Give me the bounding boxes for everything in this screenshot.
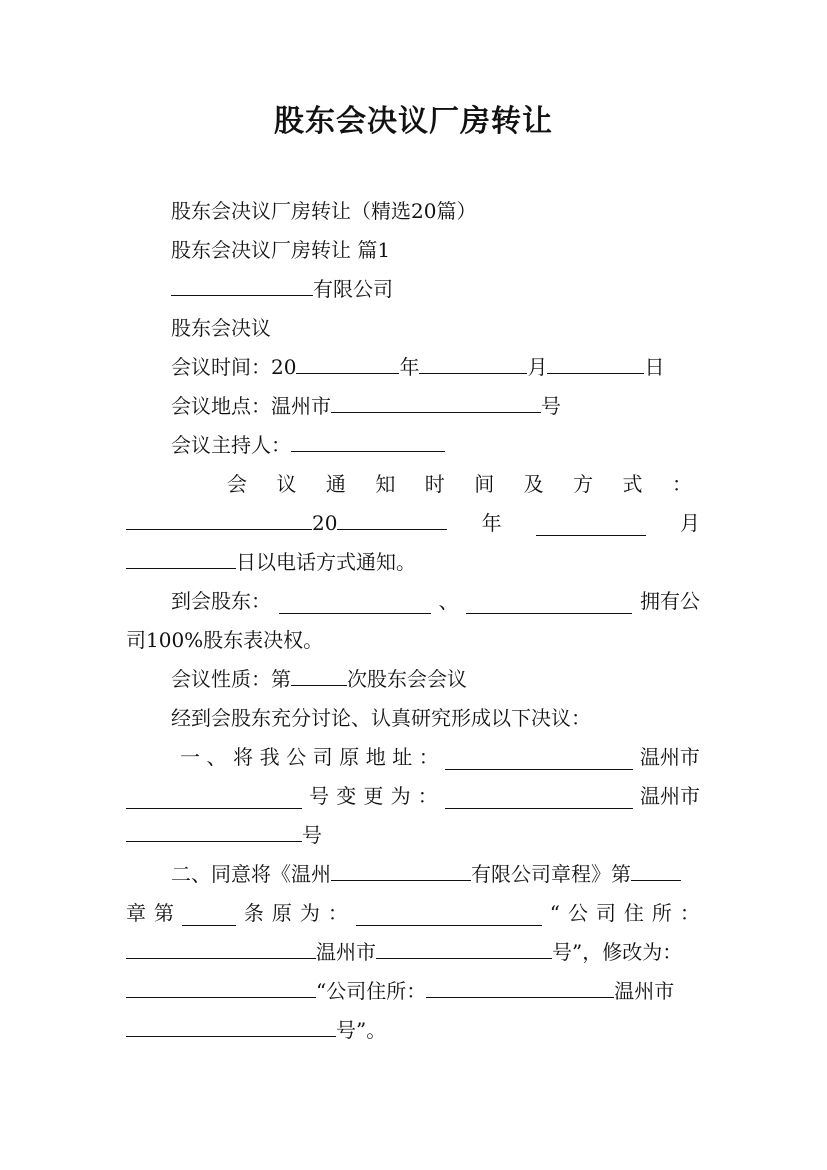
- resolution-2-line-2: [126, 900, 700, 926]
- original-address-blank: [445, 750, 633, 770]
- notice-month-blank: [536, 516, 646, 536]
- original-clause-blank: [356, 906, 542, 926]
- article-blank: [182, 906, 236, 926]
- clause-original-blank-a: [126, 939, 316, 959]
- r2-char: 住: [623, 901, 644, 925]
- r1-hao: 号: [302, 823, 322, 847]
- month-blank: [419, 354, 527, 374]
- r2-l5-tail: 号”。: [336, 1018, 387, 1042]
- r2-char: 章: [126, 901, 146, 925]
- clause-new-number-blank: [126, 1017, 336, 1037]
- r2-char: 原: [271, 901, 292, 925]
- resolution-1-line-1: [180, 744, 700, 770]
- resolution-2-line-4: [126, 978, 674, 1004]
- r2-city-2: 温州市: [614, 979, 675, 1003]
- notice-prefix-blank: [126, 510, 312, 530]
- company-suffix: 有限公司: [313, 277, 393, 301]
- notice-month-label: 月: [679, 511, 700, 535]
- r2-char: 条: [243, 901, 264, 925]
- notice-char: ：: [671, 472, 692, 496]
- company-name-blank-2: [331, 861, 471, 881]
- r2-char: 公: [567, 901, 588, 925]
- notice-line: [227, 471, 692, 497]
- meeting-nature-line: [171, 666, 467, 692]
- year-label: 年: [399, 355, 420, 379]
- attend-sep: 、: [438, 589, 459, 613]
- r2-start: 二、同意将《温州: [171, 862, 331, 886]
- session-number-blank: [291, 666, 347, 686]
- notice-year-blank: [337, 510, 447, 530]
- r1-char: 将: [233, 745, 254, 769]
- r2-char: 所: [651, 901, 672, 925]
- attend-line: [171, 588, 700, 614]
- host-blank: [291, 432, 445, 452]
- resolution-heading: 股东会决议: [171, 316, 271, 340]
- r1-char: 公: [286, 745, 307, 769]
- new-address-blank: [445, 789, 633, 809]
- clause-new-blank-a: [126, 978, 316, 998]
- r1-mid-char: ：: [417, 784, 438, 808]
- resolution-2-line-5: [126, 1017, 386, 1043]
- company-line: [171, 276, 393, 302]
- resolution-1-line-2: [126, 783, 700, 809]
- company-name-blank: [171, 276, 313, 296]
- notice-char: 及: [523, 472, 544, 496]
- place-blank: [331, 393, 541, 413]
- place-hao: 号: [541, 394, 561, 418]
- r2-l4-mid: “公司住所：: [316, 979, 427, 1003]
- clause-new-blank-b: [426, 978, 614, 998]
- notice-char: 议: [276, 472, 297, 496]
- attend-tail: 拥有公: [640, 589, 700, 613]
- day-blank: [547, 354, 644, 374]
- r2-char: 第: [153, 901, 174, 925]
- r1-mid-char: 号: [309, 784, 330, 808]
- r1-mid-char: 为: [390, 784, 411, 808]
- r1-char: 、: [206, 745, 227, 769]
- r1-char: 一: [180, 745, 200, 769]
- r1-char: 司: [312, 745, 333, 769]
- r1-char: ：: [418, 745, 439, 769]
- r2-mid: 有限公司章程》第: [471, 862, 631, 886]
- notice-20: 20: [312, 511, 338, 535]
- shareholder-a-blank: [279, 594, 431, 614]
- r1-mid-char: 变: [336, 784, 357, 808]
- notice-char: 时: [424, 472, 445, 496]
- notice-year-group: [126, 510, 447, 536]
- notice-char: 通: [325, 472, 346, 496]
- r2-char: 司: [595, 901, 616, 925]
- r2-char: ：: [679, 901, 700, 925]
- r1-char: 址: [392, 745, 413, 769]
- notice-char: 间: [474, 472, 495, 496]
- original-number-blank: [126, 789, 302, 809]
- r1-char: 地: [365, 745, 386, 769]
- nature-label: 会议性质：第: [171, 667, 291, 691]
- meeting-time-label: 会议时间：20: [171, 355, 297, 379]
- resolution-2-line-3: [126, 939, 682, 965]
- day-label: 日: [644, 355, 665, 379]
- r2-char: ：: [327, 901, 348, 925]
- r2-l3-tail: 号”，修改为：: [552, 940, 683, 964]
- notice-char: 式: [622, 472, 643, 496]
- r1-city: 温州市: [639, 745, 700, 769]
- notice-char: 方: [573, 472, 594, 496]
- r2-char: “: [549, 901, 560, 925]
- document-title: 股东会决议厂房转让: [274, 104, 553, 139]
- notice-char: 会: [227, 472, 247, 496]
- r1-mid-char: 更: [363, 784, 384, 808]
- r1-char: 我: [259, 745, 280, 769]
- nature-tail: 次股东会会议: [347, 667, 467, 691]
- chapter-blank: [631, 861, 681, 881]
- resolution-1-line-3: [126, 822, 322, 848]
- shareholder-b-blank: [466, 594, 632, 614]
- meeting-time-line: [171, 354, 664, 380]
- meeting-place-line: [171, 393, 561, 419]
- r1-city-2: 温州市: [639, 784, 700, 808]
- resolution-2-line-1: [171, 861, 681, 887]
- attend-line-2: 司100%股东表决权。: [126, 628, 324, 652]
- r2-char: 为: [299, 901, 320, 925]
- attend-label: 到会股东：: [171, 589, 271, 613]
- year-blank: [296, 354, 399, 374]
- month-label: 月: [527, 355, 548, 379]
- notice-day-blank: [126, 549, 236, 569]
- clause-original-blank-b: [376, 939, 552, 959]
- r2-city: 温州市: [316, 940, 376, 964]
- section-heading: 股东会决议厂房转让 篇1: [171, 238, 391, 262]
- meeting-host-line: [171, 432, 445, 458]
- notice-tail: 日以电话方式通知。: [236, 550, 416, 574]
- resolve-intro: 经到会股东充分讨论、认真研究形成以下决议：: [171, 706, 591, 730]
- notice-year-label: 年: [481, 511, 502, 535]
- r1-char: 原: [339, 745, 360, 769]
- subtitle-line: 股东会决议厂房转让（精选20篇）: [171, 199, 477, 223]
- notice-date-line: [126, 510, 700, 536]
- meeting-host-label: 会议主持人：: [171, 433, 291, 457]
- meeting-place-label: 会议地点：温州市: [171, 394, 331, 418]
- notice-tail-line: [126, 549, 416, 575]
- new-number-blank: [126, 822, 302, 842]
- notice-char: 知: [375, 472, 396, 496]
